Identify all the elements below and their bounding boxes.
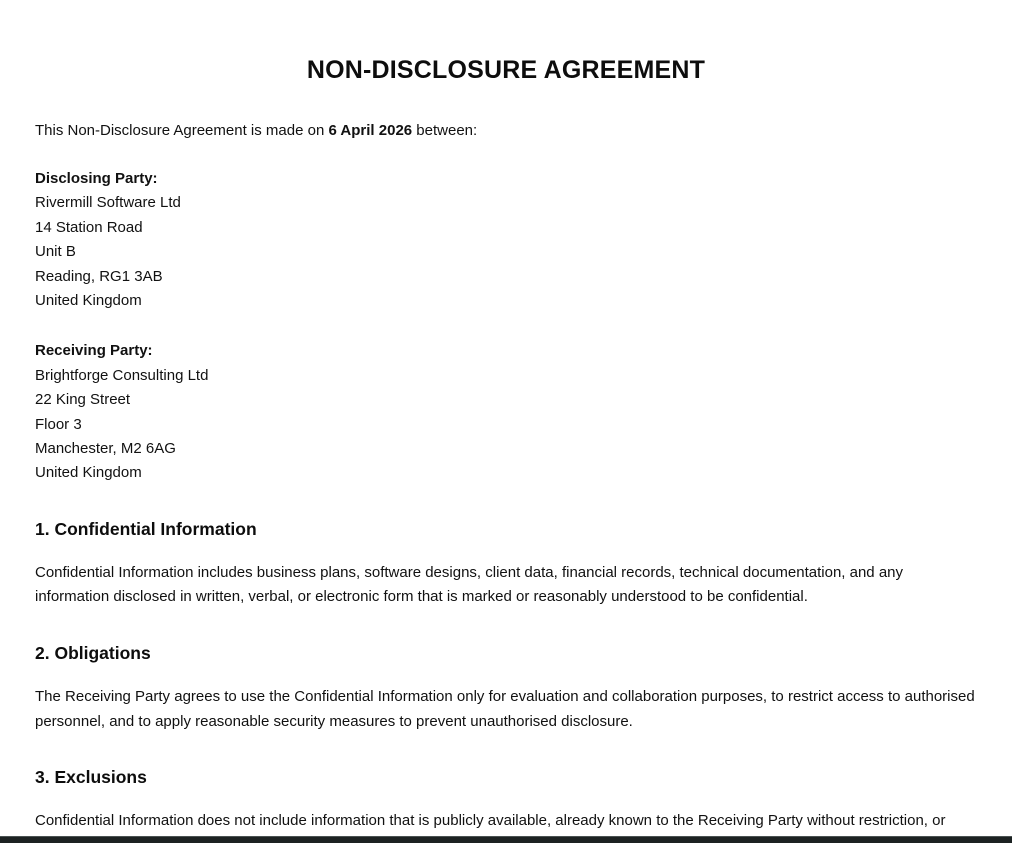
disclosing-party-label: Disclosing Party: [35,170,158,187]
nda-document-page [0,56,1012,834]
section-heading-confidential-information: 1. Confidential Information [35,518,257,539]
section-obligations [35,642,977,734]
intro-suffix: between: [412,122,478,139]
section-heading-obligations: 2. Obligations [35,643,151,664]
agreement-date: 6 April 2026 [328,122,413,139]
receiving-party-name: Brightforge Consulting Ltd [35,366,209,384]
section-confidential-information [35,518,977,610]
receiving-party-address-line: United Kingdom [35,464,142,482]
receiving-party-block [35,339,977,485]
disclosing-party-address-line: Unit B [35,243,76,261]
intro-prefix: This Non-Disclosure Agreement is made on [35,122,329,139]
document-title: NON-DISCLOSURE AGREEMENT [306,56,706,84]
receiving-party-address-line: 22 King Street [35,391,131,409]
disclosing-party-address-line: Reading, RG1 3AB [35,267,163,285]
disclosing-party-block [35,167,977,313]
disclosing-party-address-line: United Kingdom [35,292,142,310]
section-body-confidential-information: Confidential Information includes business plans, software designs, client data, financial records, technical documentation, and any information disclosed in written, verbal, or electronic form that is marked or reasonably understood to be confidential. [35,563,904,606]
disclosing-party-address-line: 14 Station Road [35,218,143,236]
section-heading-exclusions: 3. Exclusions [35,767,147,788]
bottom-edge-bar [0,836,1012,843]
receiving-party-label: Receiving Party: [35,342,153,360]
section-body-exclusions: Confidential Information does not include information that is publicly available, already known to the Receiving Party without restriction, or [35,812,946,830]
section-body-obligations: The Receiving Party agrees to use the Confidential Information only for evaluation and collaboration purposes, to restrict access to authorised personnel, and to apply reasonable security measures to prevent unauthorised disclosure. [35,688,975,730]
receiving-party-address-line: Floor 3 [35,415,82,433]
section-exclusions [35,766,977,834]
disclosing-party-name: Rivermill Software Ltd [35,194,181,212]
receiving-party-address-line: Manchester, M2 6AG [35,440,176,458]
intro-paragraph [35,121,977,141]
